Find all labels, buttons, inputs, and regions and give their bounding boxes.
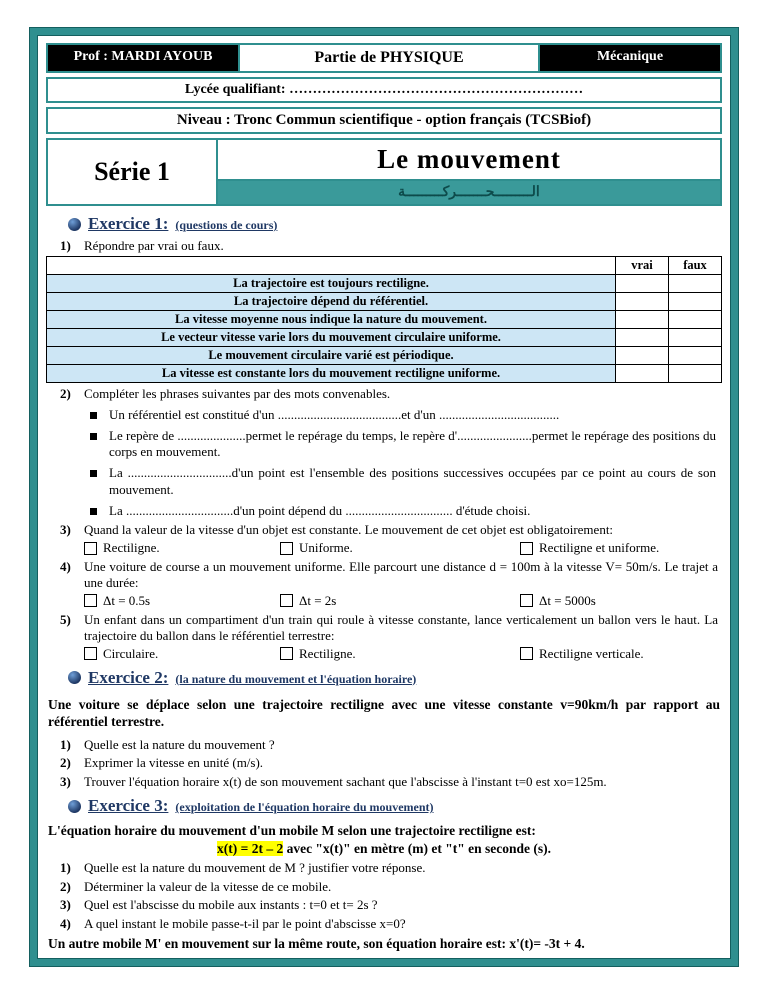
table-row <box>46 311 722 329</box>
exercice-3-title: Exercice 3: <box>88 796 169 816</box>
option-label: Δt = 0.5s <box>103 592 151 608</box>
square-bullet-icon <box>90 412 97 419</box>
option <box>520 593 722 609</box>
question-4 <box>60 559 722 591</box>
table-row <box>46 275 722 293</box>
fill-blank-item <box>90 503 722 519</box>
option-label: Δt = 5000s <box>539 592 596 608</box>
item-text: Déterminer la valeur de la vitesse de ce mobile. <box>84 878 332 894</box>
checkbox[interactable] <box>84 594 97 607</box>
vrai-answer-cell[interactable] <box>615 329 669 347</box>
option <box>520 540 722 556</box>
table-header-row <box>46 256 722 275</box>
header-bar <box>46 43 722 73</box>
faux-answer-cell[interactable] <box>669 347 722 365</box>
question-text: Une voiture de course a un mouvement uniforme. Elle parcourt une distance d = 100m à la vitesse V= 50m/s. Le trajet a une durée: <box>84 559 718 590</box>
item-number: 2) <box>60 755 71 771</box>
option <box>520 646 722 662</box>
question-number: 2) <box>60 385 71 401</box>
table-row <box>46 365 722 383</box>
option-label: Rectiligne. <box>299 645 356 661</box>
option <box>84 540 280 556</box>
checkbox[interactable] <box>280 647 293 660</box>
item-number: 2) <box>60 878 71 894</box>
question-text: Compléter les phrases suivantes par des mots convenables. <box>84 385 391 401</box>
table-row <box>46 347 722 365</box>
ex3-item-4 <box>60 916 722 932</box>
exercice-2-intro: Une voiture se déplace selon une trajectoire rectiligne avec une vitesse constante v=90km/h par rapport au référentiel terrestre. <box>48 696 720 730</box>
item-number: 1) <box>60 859 71 875</box>
option <box>280 646 520 662</box>
vrai-faux-table <box>46 256 722 383</box>
statement-cell: La vitesse est constante lors du mouvement rectiligne uniforme. <box>46 365 615 383</box>
checkbox[interactable] <box>84 542 97 555</box>
checkbox[interactable] <box>84 647 97 660</box>
question-4-options <box>84 593 722 609</box>
ex3-item-2 <box>60 879 722 895</box>
question-3-options <box>84 540 722 556</box>
prof-name: Prof : MARDI AYOUB <box>48 45 240 71</box>
checkbox[interactable] <box>280 542 293 555</box>
highlighted-equation: x(t) = 2t – 2 <box>217 840 284 856</box>
equation-line <box>46 841 722 857</box>
table-row <box>46 329 722 347</box>
question-3 <box>60 522 722 538</box>
title-right <box>218 140 720 204</box>
exercice-3-footer: Un autre mobile M' en mouvement sur la même route, son équation horaire est: x'(t)= -3t + 4. <box>48 936 585 952</box>
ex2-item-3 <box>60 774 722 790</box>
item-text: Exprimer la vitesse en unité (m/s). <box>84 755 264 771</box>
faux-header: faux <box>669 256 722 275</box>
statement-cell: La trajectoire dépend du référentiel. <box>46 293 615 311</box>
item-number: 3) <box>60 897 71 913</box>
exercice-1-subtitle: (questions de cours) <box>175 218 278 232</box>
statement-header-cell <box>46 256 615 275</box>
fill-blank-text: Le repère de .....................permet le repérage du temps, le repère d'.......................permet le repérage des positions du corps en mouvement. <box>109 427 716 460</box>
fill-blank-item <box>90 407 722 423</box>
question-text: Un enfant dans un compartiment d'un train qui roule à vitesse constante, lance verticalement un ballon vers le haut. La trajectoire du ballon dans le référentiel terrestre: <box>84 611 718 643</box>
faux-answer-cell[interactable] <box>669 293 722 311</box>
square-bullet-icon <box>90 433 97 440</box>
serie-label: Série 1 <box>48 140 218 204</box>
vrai-answer-cell[interactable] <box>615 275 669 293</box>
subject-title: Partie de PHYSIQUE <box>240 45 540 71</box>
document-title-arabic: الـــــــــحـــــــركـــــــــة <box>218 179 720 204</box>
title-block <box>46 138 722 206</box>
statement-cell: La trajectoire est toujours rectiligne. <box>46 275 615 293</box>
vrai-answer-cell[interactable] <box>615 347 669 365</box>
option-label: Δt = 2s <box>299 592 337 608</box>
question-text: Quand la valeur de la vitesse d'un objet est constante. Le mouvement de cet objet est obligatoirement: <box>84 522 614 538</box>
exercice-2-heading <box>68 668 722 688</box>
exercice-3-subtitle: (exploitation de l'équation horaire du mouvement) <box>175 800 434 815</box>
exercice-3-heading <box>68 796 722 816</box>
square-bullet-icon <box>90 508 97 515</box>
bullet-sphere-icon <box>68 671 81 684</box>
exercice-1-heading <box>68 214 722 234</box>
item-number: 1) <box>60 736 71 752</box>
square-bullet-icon <box>90 470 97 477</box>
exercice-2-title: Exercice 2: <box>88 667 169 687</box>
question-1 <box>60 238 722 254</box>
fill-blank-text: Un référentiel est constitué d'un ......................................et d'un ..................................... <box>109 406 560 422</box>
item-number: 4) <box>60 916 71 932</box>
fill-blank-item <box>90 465 722 498</box>
checkbox[interactable] <box>520 594 533 607</box>
statement-cell: La vitesse moyenne nous indique la nature du mouvement. <box>46 311 615 329</box>
option <box>280 593 520 609</box>
vrai-header: vrai <box>615 256 669 275</box>
niveau-line: Niveau : Tronc Commun scientifique - option français (TCSBiof) <box>46 107 722 134</box>
question-text: Répondre par vrai ou faux. <box>84 238 224 253</box>
fill-blank-text: La .................................d'un point dépend du ................................. d'étude choisi. <box>109 502 531 518</box>
worksheet-frame <box>30 28 738 966</box>
faux-answer-cell[interactable] <box>669 275 722 293</box>
statement-cell: Le mouvement circulaire varié est périodique. <box>46 347 615 365</box>
fill-blank-text: La ................................d'un point est l'ensemble des positions successives occupées par ce point au cours de son mouvement. <box>109 465 716 497</box>
option-label: Uniforme. <box>299 540 353 556</box>
option <box>84 646 280 662</box>
question-5-options <box>84 646 722 662</box>
faux-answer-cell[interactable] <box>669 311 722 329</box>
vrai-answer-cell[interactable] <box>615 365 669 383</box>
question-number: 3) <box>60 522 71 538</box>
ex3-item-3 <box>60 897 722 913</box>
item-text: A quel instant le mobile passe-t-il par le point d'abscisse x=0? <box>84 916 406 932</box>
faux-answer-cell[interactable] <box>669 365 722 383</box>
checkbox[interactable] <box>520 542 533 555</box>
question-number: 5) <box>60 611 71 627</box>
checkbox[interactable] <box>280 594 293 607</box>
item-text: Quelle est la nature du mouvement ? <box>84 736 275 752</box>
exercice-2-subtitle: (la nature du mouvement et l'équation horaire) <box>175 671 417 686</box>
option-label: Rectiligne et uniforme. <box>539 540 660 556</box>
item-number: 3) <box>60 774 71 790</box>
option-label: Circulaire. <box>103 645 159 661</box>
option-label: Rectiligne verticale. <box>539 645 644 661</box>
item-text: Quelle est la nature du mouvement de M ? justifier votre réponse. <box>84 859 426 875</box>
statement-cell: Le vecteur vitesse varie lors du mouvement circulaire uniforme. <box>46 329 615 347</box>
fill-blank-item <box>90 428 722 461</box>
question-number: 1) <box>60 238 71 253</box>
exercice-3-intro: L'équation horaire du mouvement d'un mobile M selon une trajectoire rectiligne est: <box>48 823 536 839</box>
faux-answer-cell[interactable] <box>669 329 722 347</box>
equation-units: avec "x(t)" en mètre (m) et "t" en seconde (s). <box>283 840 551 856</box>
question-number: 4) <box>60 559 71 575</box>
vrai-answer-cell[interactable] <box>615 293 669 311</box>
option <box>280 540 520 556</box>
ex3-item-1 <box>60 860 722 876</box>
lycee-line: Lycée qualifiant: ……………………………………………………… <box>46 77 722 103</box>
topic-title: Mécanique <box>540 45 720 71</box>
document-title: Le mouvement <box>377 144 561 174</box>
question-2 <box>60 386 722 402</box>
item-text: Trouver l'équation horaire x(t) de son mouvement sachant que l'abscisse à l'instant t=0 est xo=125m. <box>84 774 607 790</box>
vrai-answer-cell[interactable] <box>615 311 669 329</box>
table-row <box>46 293 722 311</box>
question-5 <box>60 612 722 644</box>
bullet-sphere-icon <box>68 218 81 231</box>
item-text: Quel est l'abscisse du mobile aux instants : t=0 et t= 2s ? <box>84 897 378 913</box>
checkbox[interactable] <box>520 647 533 660</box>
option <box>84 593 280 609</box>
exercice-1-title: Exercice 1: <box>88 214 169 233</box>
bullet-sphere-icon <box>68 800 81 813</box>
ex2-item-2 <box>60 755 722 771</box>
ex2-item-1 <box>60 737 722 753</box>
option-label: Rectiligne. <box>103 540 160 556</box>
